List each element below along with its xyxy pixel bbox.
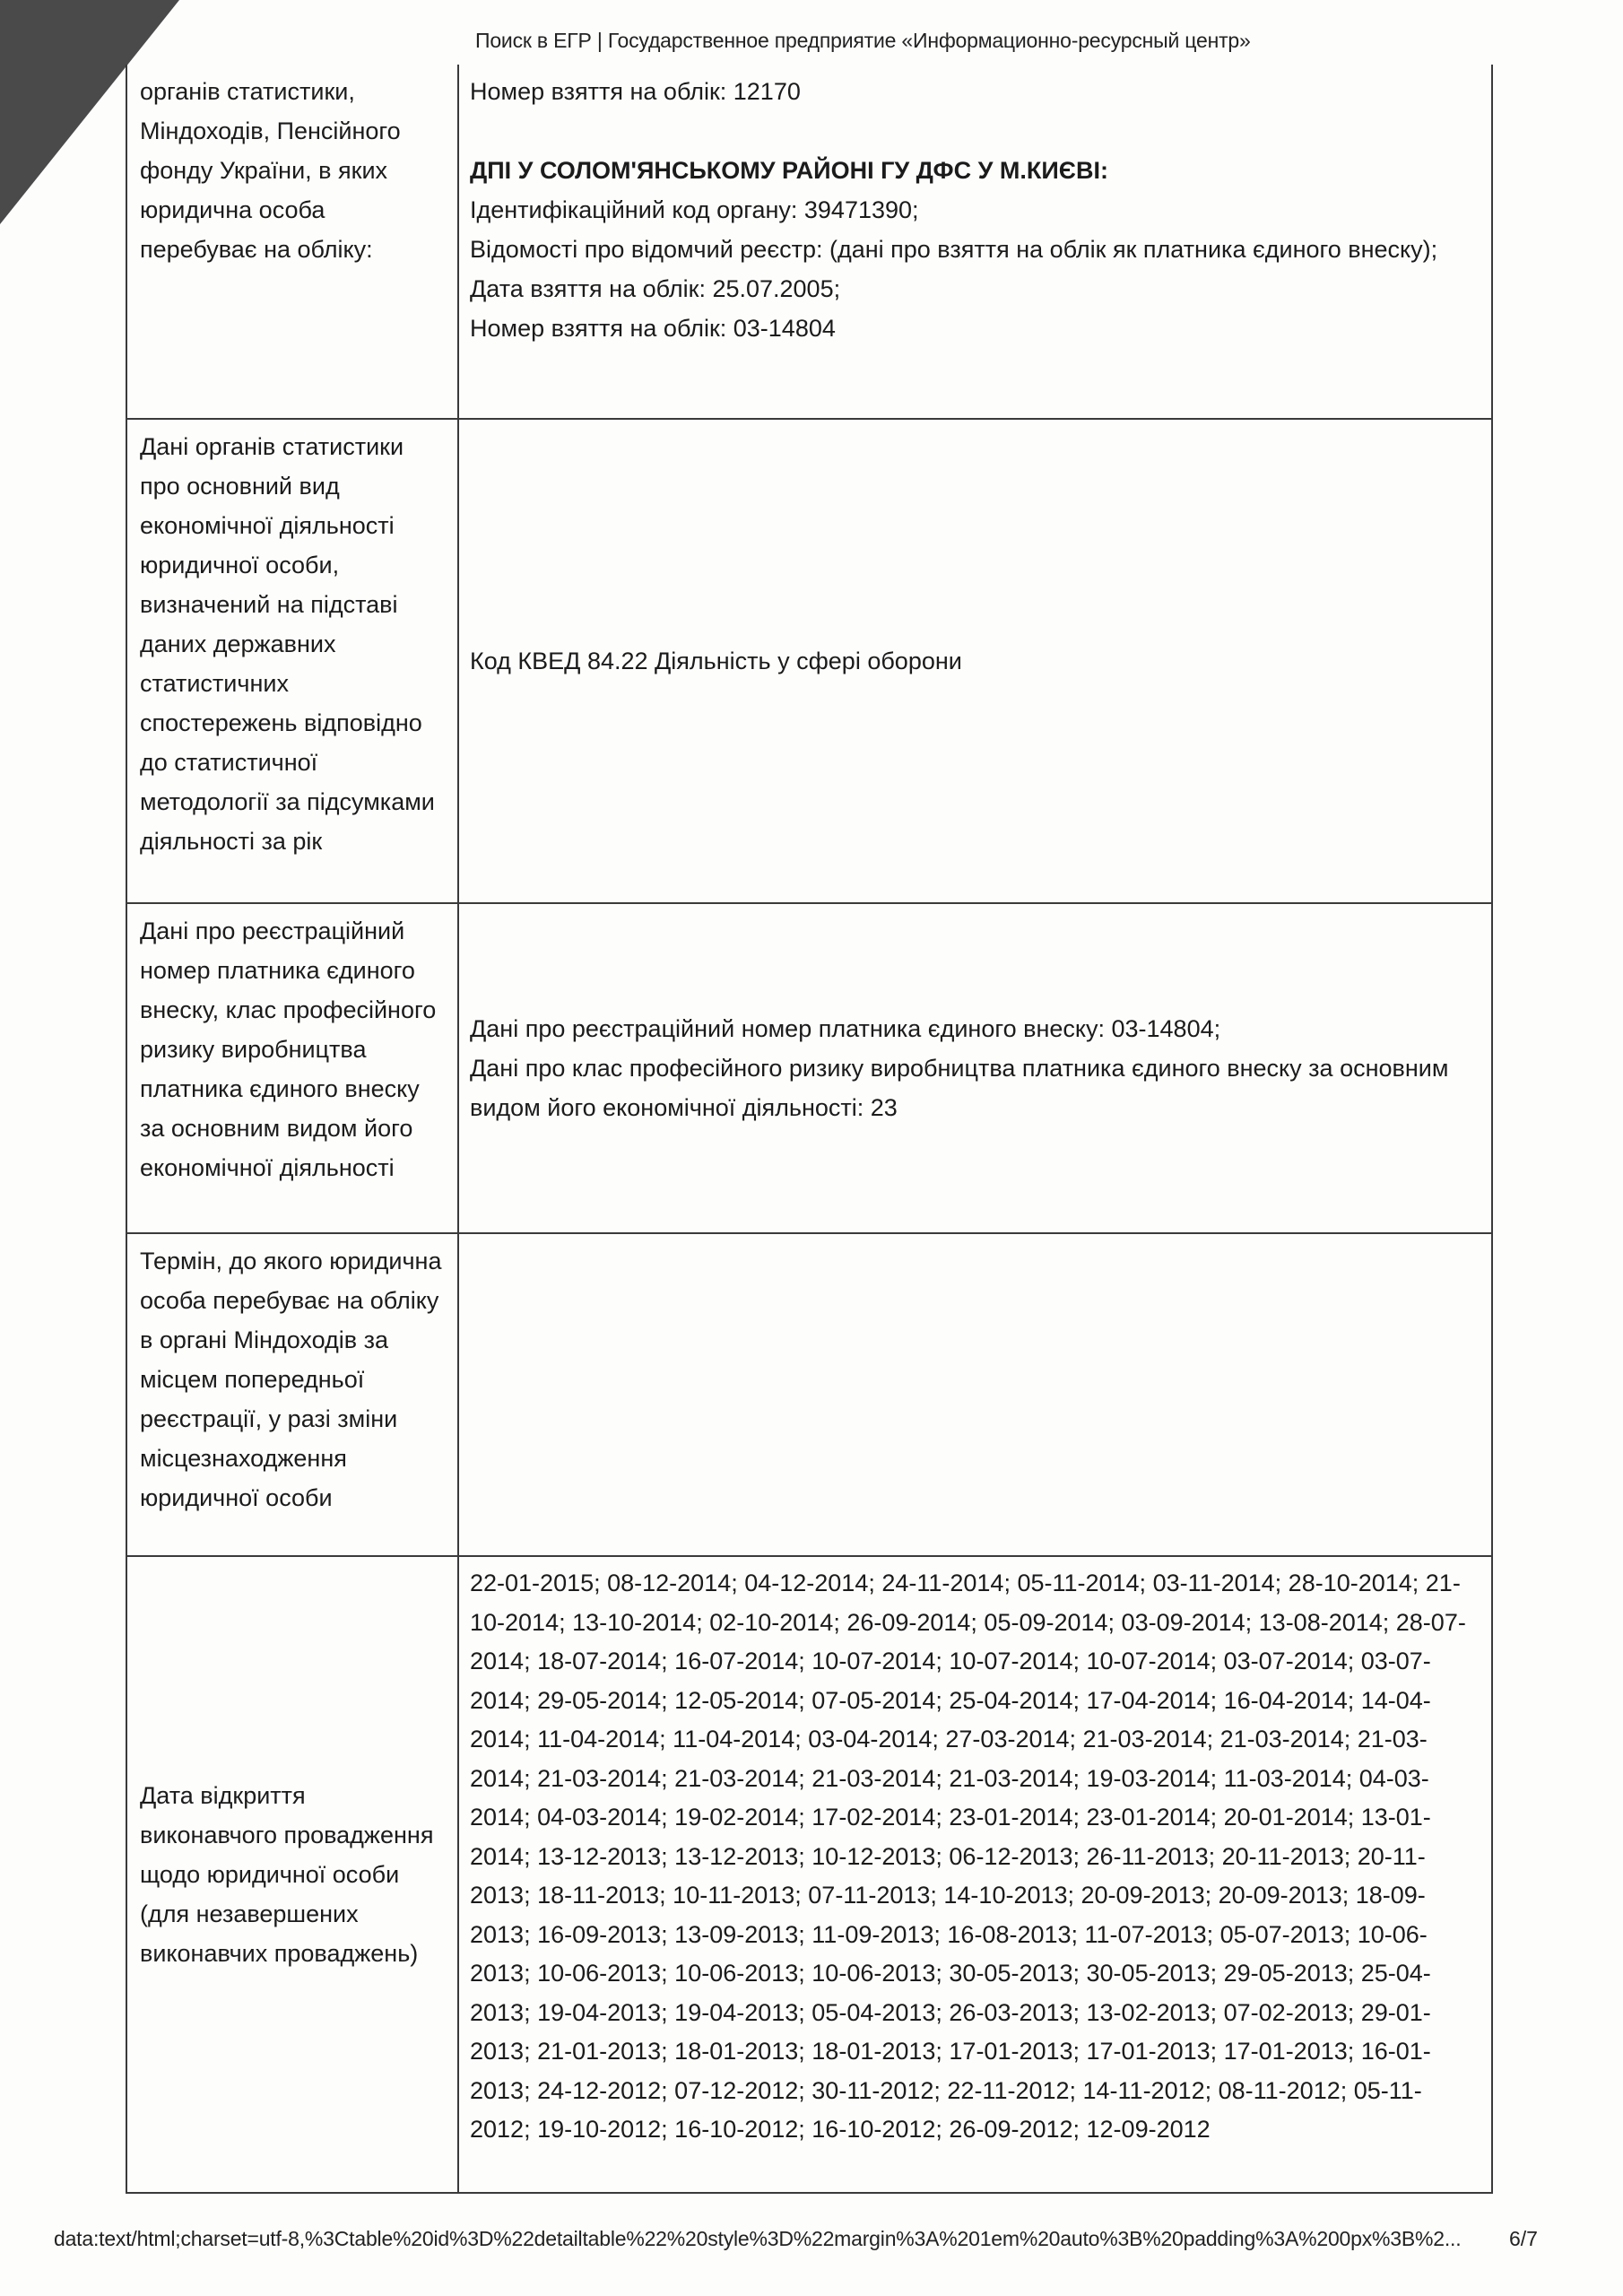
table-row — [126, 419, 1492, 903]
registry-info: Відомості про відомчий реєстр: (дані про взяття на облік як платника єдиного внеску); — [470, 236, 1438, 263]
footer-url: data:text/html;charset=utf-8,%3Ctable%20id%3D%22detailtable%22%20style%3D%22margin%3A%201em%20auto%3B%20padding%3A%200px%3B%2... — [54, 2227, 1462, 2250]
table-row — [126, 1233, 1492, 1556]
payer-registration: Дані про реєстраційний номер платника єдиного внеску: 03-14804; — [470, 1015, 1221, 1042]
row-label: Дані про реєстраційний номер платника єдиного внеску, клас професійного ризику виробництва платника єдиного внеску за основним видом його економічної діяльності — [126, 903, 458, 1233]
row-value — [458, 1556, 1492, 2193]
registration-date: Дата взяття на облік: 25.07.2005; — [470, 275, 841, 302]
row-value — [458, 903, 1492, 1233]
table-row — [126, 65, 1492, 419]
row-label: Дата відкриття виконавчого провадження щодо юридичної особи (для незавершених виконавчих проваджень) — [126, 1556, 458, 2193]
row-value — [458, 419, 1492, 903]
row-label: органів статистики, Міндоходів, Пенсійного фонду України, в яких юридична особа перебуває на обліку: — [126, 65, 458, 419]
page-number: 6/7 — [1509, 2227, 1538, 2250]
authority-code: Ідентифікаційний код органу: 39471390; — [470, 196, 919, 223]
row-label: Термін, до якого юридична особа перебуває на обліку в органі Міндоходів за місцем попередньої реєстрації, у разі зміни місцезнаходження юридичної особи — [126, 1233, 458, 1556]
kved-code: Код КВЕД 84.22 Діяльність у сфері оборони — [470, 648, 962, 674]
detail-table — [126, 65, 1493, 2194]
registration-number: Номер взяття на облік: 12170 — [470, 78, 801, 105]
registration-number-2: Номер взяття на облік: 03-14804 — [470, 315, 836, 342]
table-row — [126, 1556, 1492, 2193]
row-value — [458, 65, 1492, 419]
table-row — [126, 903, 1492, 1233]
risk-class: Дані про клас професійного ризику виробництва платника єдиного внеску за основним видом його економічної діяльності: 23 — [470, 1055, 1449, 1121]
tax-office-name: ДПІ У СОЛОМ'ЯНСЬКОМУ РАЙОНІ ГУ ДФС У М.КИЄВІ: — [470, 157, 1108, 184]
row-value — [458, 1233, 1492, 1556]
enforcement-dates: 22-01-2015; 08-12-2014; 04-12-2014; 24-11-2014; 05-11-2014; 03-11-2014; 28-10-2014; 21-10-2014; 13-10-2014; 02-10-2014; 26-09-2014; 05-09-2014; 03-09-2014; 13-08-2014; 28-07-2014; 18-07-2014; 16-07-2014; 10-07-2014; 10-07-2014; 10-07-2014; 03-07-2014; 03-07-2014; 29-05-2014; 12-05-2014; 07-05-2014; 25-04-2014; 17-04-2014; 16-04-2014; 14-04-2014; 11-04-2014; 11-04-2014; 03-04-2014; 27-03-2014; 21-03-2014; 21-03-2014; 21-03-2014; 21-03-2014; 21-03-2014; 21-03-2014; 21-03-2014; 19-03-2014; 11-03-2014; 04-03-2014; 04-03-2014; 19-02-2014; 17-02-2014; 23-01-2014; 23-01-2014; 20-01-2014; 13-01-2014; 13-12-2013; 13-12-2013; 10-12-2013; 06-12-2013; 26-11-2013; 20-11-2013; 20-11-2013; 18-11-2013; 10-11-2013; 07-11-2013; 14-10-2013; 20-09-2013; 20-09-2013; 18-09-2013; 16-09-2013; 13-09-2013; 11-09-2013; 16-08-2013; 11-07-2013; 05-07-2013; 10-06-2013; 10-06-2013; 10-06-2013; 10-06-2013; 30-05-2013; 30-05-2013; 29-05-2013; 25-04-2013; 19-04-2013; 19-04-2013; 05-04-2013; 26-03-2013; 13-02-2013; 07-02-2013; 29-01-2013; 21-01-2013; 18-01-2013; 18-01-2013; 17-01-2013; 17-01-2013; 17-01-2013; 16-01-2013; 24-12-2012; 07-12-2012; 30-11-2012; 22-11-2012; 14-11-2012; 08-11-2012; 05-11-2012; 19-10-2012; 16-10-2012; 16-10-2012; 26-09-2012; 12-09-2012 — [470, 1570, 1466, 2143]
row-label: Дані органів статистики про основний вид економічної діяльності юридичної особи, визначений на підставі даних державних статистичних спостережень відповідно до статистичної методології за підсумками діяльності за рік — [126, 419, 458, 903]
page-header: Поиск в ЕГР | Государственное предприятие «Информационно-ресурсный центр» — [475, 29, 1251, 52]
blank-line — [470, 111, 1480, 151]
